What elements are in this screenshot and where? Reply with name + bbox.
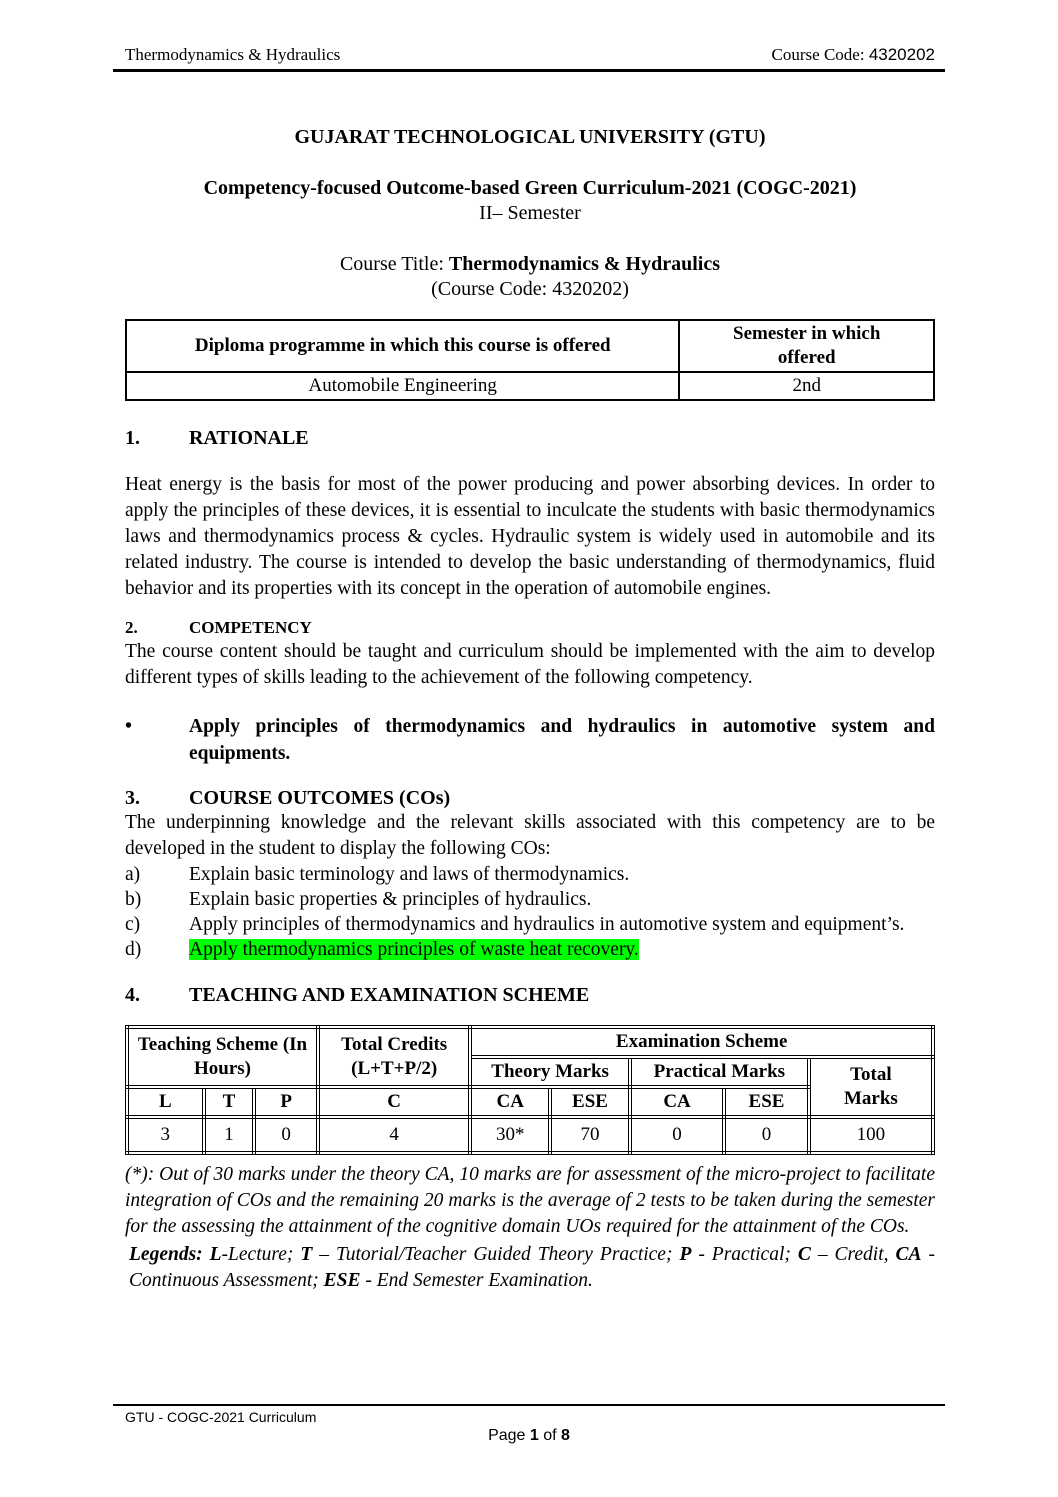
legend-segment: - Continuous Assessment; bbox=[129, 1244, 935, 1291]
semester-line: II– Semester bbox=[479, 202, 581, 224]
header-course-code-value: 4320202 bbox=[868, 45, 935, 64]
section-title: COURSE OUTCOMES (COs) bbox=[189, 787, 451, 809]
legend-segment: P bbox=[679, 1244, 692, 1265]
course-outcome-text bbox=[189, 912, 935, 937]
scheme-subheader-cell: CA bbox=[470, 1087, 550, 1117]
legend-segment: Legends: bbox=[129, 1244, 210, 1265]
competency-paragraph: The course content should be taught and curriculum should be implemented with the aim to develop different types of skills leading to the achievement of the following competency. bbox=[125, 641, 935, 688]
title-block bbox=[125, 126, 935, 301]
competency-bullet-item bbox=[125, 713, 935, 767]
course-outcome-item bbox=[125, 937, 935, 962]
scheme-value-cell: 100 bbox=[809, 1117, 933, 1153]
course-outcome-item bbox=[125, 887, 935, 912]
course-code-line: (Course Code: 4320202) bbox=[431, 278, 629, 300]
legend-segment: – Tutorial/Teacher Guided Theory Practice; bbox=[312, 1244, 680, 1265]
footer-page-number: Page 1 of 8 bbox=[488, 1427, 570, 1444]
legend-segment: - Practical; bbox=[691, 1244, 798, 1265]
scheme-subheader-cell: ESE bbox=[724, 1087, 809, 1117]
legends-line bbox=[125, 1242, 935, 1294]
legend-segment: C bbox=[797, 1244, 811, 1265]
offering-table-cell: 2nd bbox=[679, 372, 934, 400]
total-marks-header: Total Marks bbox=[809, 1057, 933, 1117]
scheme-subheader-cell: T bbox=[204, 1087, 255, 1117]
offering-table-cell: Automobile Engineering bbox=[126, 372, 679, 400]
scheme-value-cell: 3 bbox=[127, 1117, 204, 1153]
scheme-value-cell: 1 bbox=[204, 1117, 255, 1153]
offering-table-header-row bbox=[126, 320, 934, 372]
course-outcome-text bbox=[189, 862, 935, 887]
course-outcome-label: c) bbox=[125, 914, 141, 935]
scheme-value-cell: 70 bbox=[550, 1117, 630, 1153]
legend-segment: L bbox=[209, 1244, 222, 1265]
theory-marks-header: Theory Marks bbox=[470, 1057, 630, 1087]
outcome-text-span: Explain basic terminology and laws of thermodynamics. bbox=[189, 864, 630, 885]
section-heading-rationale bbox=[125, 427, 935, 450]
footer-curriculum-label: GTU - COGC-2021 Curriculum bbox=[125, 1409, 317, 1425]
examination-scheme-header: Examination Scheme bbox=[470, 1027, 933, 1057]
section-number: 2. bbox=[125, 618, 138, 637]
section-heading-scheme bbox=[125, 984, 935, 1007]
scheme-subheader-cell: ESE bbox=[550, 1087, 630, 1117]
offering-table bbox=[125, 319, 935, 401]
legend-segment: -Lecture; bbox=[221, 1244, 301, 1265]
header-course-code-label: Course Code: bbox=[771, 45, 865, 64]
course-title-value: Thermodynamics & Hydraulics bbox=[448, 253, 721, 275]
curriculum-title: Competency-focused Outcome-based Green Curriculum-2021 (COGC-2021) bbox=[203, 177, 857, 199]
legend-segment: T bbox=[300, 1244, 313, 1265]
offering-table-body bbox=[126, 372, 934, 400]
course-outcome-text bbox=[189, 887, 935, 912]
section-number: 4. bbox=[125, 984, 140, 1006]
header-course-code bbox=[772, 45, 935, 65]
teaching-scheme-header: Teaching Scheme (In Hours) bbox=[127, 1027, 318, 1087]
course-outcome-label: a) bbox=[125, 864, 141, 885]
legend-segment: – Credit, bbox=[810, 1244, 896, 1265]
course-title-label: Course Title: bbox=[339, 253, 449, 275]
scheme-table bbox=[125, 1025, 935, 1155]
course-outcome-label: d) bbox=[125, 939, 142, 960]
outcome-text-span: Apply principles of thermodynamics and hydraulics in automotive system and equipment’s. bbox=[189, 914, 905, 935]
scheme-subheader-cell: C bbox=[318, 1087, 470, 1117]
section-heading-competency bbox=[125, 616, 935, 639]
outcome-text-span: Explain basic properties & principles of hydraulics. bbox=[189, 889, 592, 910]
highlighted-text: Apply thermodynamics principles of waste heat recovery. bbox=[189, 939, 639, 960]
total-credits-header: Total Credits (L+T+P/2) bbox=[318, 1027, 470, 1087]
section-title: TEACHING AND EXAMINATION SCHEME bbox=[189, 984, 590, 1006]
header-rule bbox=[113, 69, 945, 72]
legend-segment: - End Semester Examination. bbox=[360, 1270, 593, 1291]
university-title: GUJARAT TECHNOLOGICAL UNIVERSITY (GTU) bbox=[294, 126, 766, 148]
section-number: 1. bbox=[125, 427, 140, 449]
course-outcome-item bbox=[125, 862, 935, 887]
course-outcome-text bbox=[189, 937, 935, 962]
scheme-subheader-cell: L bbox=[127, 1087, 204, 1117]
scheme-value-cell: 30* bbox=[470, 1117, 550, 1153]
scheme-subheader-cell: P bbox=[254, 1087, 318, 1117]
legend-segment: CA bbox=[895, 1244, 922, 1265]
scheme-value-cell: 4 bbox=[318, 1117, 470, 1153]
bullet-icon: • bbox=[125, 715, 133, 737]
scheme-header-row-1 bbox=[127, 1027, 933, 1057]
section-title: RATIONALE bbox=[189, 427, 309, 449]
section-number: 3. bbox=[125, 787, 140, 809]
running-header bbox=[125, 45, 935, 65]
course-outcome-label: b) bbox=[125, 889, 142, 910]
outcomes-intro: The underpinning knowledge and the relevant skills associated with this competency are to be developed in the student to display the following COs: bbox=[125, 812, 935, 859]
scheme-note: (*): Out of 30 marks under the theory CA, 10 marks are for assessment of the micro-project to facilitate integration of COs and the remaining 20 marks is the average of 2 tests to be taken during the semester for the assessing the attainment of the cognitive domain UOs required for the attainment of the COs. bbox=[125, 1164, 935, 1237]
outcomes-list bbox=[125, 862, 935, 962]
rationale-paragraph: Heat energy is the basis for most of the power producing and power absorbing devices. In order to apply the principles of these devices, it is essential to inculcate the students with basic thermodynamics laws and thermodynamics process & cycles. Hydraulic system is widely used in automobile and its related industry. The course is intended to develop the basic understanding of thermodynamics, fluid behavior and its properties with its concept in the operation of automobile engines. bbox=[125, 474, 935, 599]
running-footer bbox=[113, 1404, 945, 1445]
scheme-value-cell: 0 bbox=[724, 1117, 809, 1153]
course-title-line bbox=[125, 253, 935, 276]
section-title: COMPETENCY bbox=[189, 618, 312, 637]
offering-header-semester: Semester in which offered bbox=[679, 320, 934, 372]
scheme-value-cell: 0 bbox=[630, 1117, 724, 1153]
competency-bullet-text: Apply principles of thermodynamics and hydraulics in automotive system and equipments. bbox=[189, 716, 935, 764]
course-outcome-item bbox=[125, 912, 935, 937]
offering-table-row bbox=[126, 372, 934, 400]
header-course-title: Thermodynamics & Hydraulics bbox=[125, 45, 341, 64]
practical-marks-header: Practical Marks bbox=[630, 1057, 809, 1087]
scheme-subheader-cell: CA bbox=[630, 1087, 724, 1117]
legend-segment: ESE bbox=[323, 1270, 361, 1291]
section-heading-outcomes bbox=[125, 787, 935, 810]
offering-header-programme: Diploma programme in which this course is offered bbox=[126, 320, 679, 372]
scheme-value-cell: 0 bbox=[254, 1117, 318, 1153]
scheme-values-row bbox=[127, 1117, 933, 1153]
